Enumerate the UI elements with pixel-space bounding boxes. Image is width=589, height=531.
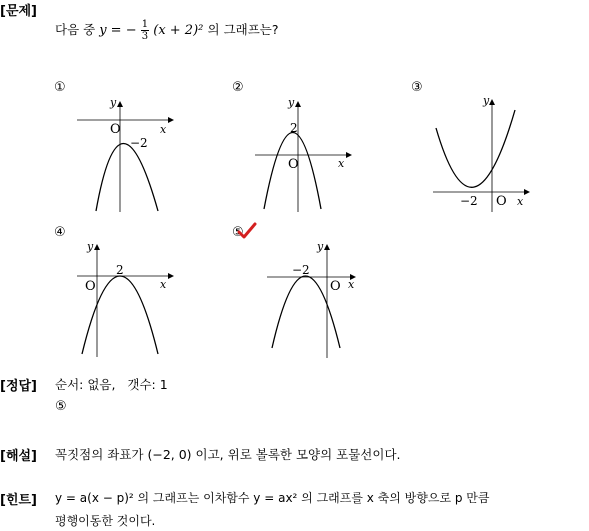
answer-value: ⑤ (55, 399, 67, 414)
graph-5-tick: −2 (292, 263, 310, 277)
explanation-text: 꼭짓점의 좌표가 (−2, 0) 이고, 위로 볼록한 모양의 포물선이다. (55, 447, 401, 462)
graph-1-y-label: y (110, 96, 117, 109)
answer-label: [정답] (0, 379, 37, 394)
hint-line-2: 평행이동한 것이다. (55, 514, 156, 528)
graph-4-tick: 2 (116, 263, 124, 277)
fraction-numerator: 1 (141, 19, 149, 30)
answer-meta: 순서: 없음, 갯수: 1 (55, 377, 168, 392)
graph-4-y-label: y (87, 240, 94, 253)
check-icon (237, 222, 257, 240)
graph-5-x-label: x (348, 278, 355, 291)
equation-fraction (141, 19, 149, 42)
problem-label: [문제] (0, 4, 37, 19)
graph-1-tick: −2 (130, 136, 148, 150)
graph-2-x-label: x (338, 157, 345, 170)
graph-1 (70, 95, 190, 215)
choice-5-number[interactable]: ⑤ (232, 225, 244, 240)
graph-3 (428, 95, 548, 215)
graph-1-x-label: x (160, 123, 167, 136)
problem-text (55, 13, 279, 47)
graph-3-x-label: x (517, 195, 524, 208)
equation-lhs: y = − (99, 23, 137, 38)
problem-prefix: 다음 중 (55, 22, 100, 37)
problem-suffix: 의 그래프는? (207, 22, 279, 37)
graph-3-origin: O (496, 194, 507, 209)
hint-label: [힌트] (0, 493, 37, 508)
graph-5 (260, 238, 380, 363)
graph-2 (248, 95, 368, 215)
graph-4 (70, 238, 190, 358)
choice-3-number[interactable]: ③ (411, 80, 423, 95)
hint-line-1: y = a(x − p)² 의 그래프는 이차함수 y = ax² 의 그래프를 x 축의 방향으로 p 만큼 (55, 491, 490, 505)
equation-rest: (x + 2)² (153, 23, 204, 38)
graph-4-origin: O (85, 279, 96, 294)
graph-4-x-label: x (160, 278, 167, 291)
graph-5-y-label: y (317, 240, 324, 253)
graph-2-y-label: y (288, 96, 295, 109)
graph-2-tick: 2 (290, 121, 298, 135)
graph-2-origin: O (288, 157, 299, 172)
graph-5-origin: O (330, 279, 341, 294)
graph-1-origin: O (110, 122, 121, 137)
fraction-denominator: 3 (141, 31, 149, 42)
choice-2-number[interactable]: ② (232, 80, 244, 95)
graph-3-tick: −2 (460, 194, 478, 208)
graph-3-y-label: y (483, 95, 490, 107)
explanation-label: [해설] (0, 449, 37, 464)
choice-4-number[interactable]: ④ (54, 225, 66, 240)
choice-1-number[interactable]: ① (54, 80, 66, 95)
